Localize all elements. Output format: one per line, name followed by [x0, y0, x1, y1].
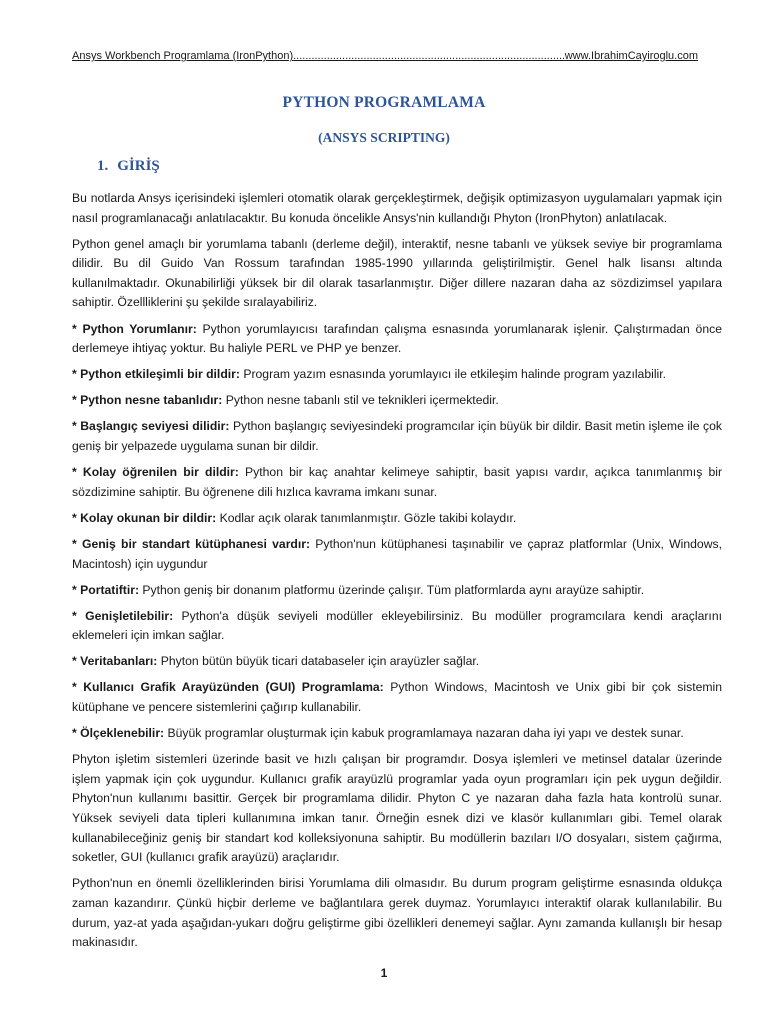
feature-item	[72, 724, 722, 744]
feature-item	[72, 391, 722, 411]
feature-text: Python yorumlayıcısı tarafından çalışma esnasında yorumlanarak işlenir. Çalıştırmadan önce derlemeye ihtiyaç yoktur. Bu haliyle PERL ve PHP ye benzer.	[72, 321, 722, 356]
feature-item	[72, 463, 722, 502]
feature-term: * Geniş bir standart kütüphanesi vardır:	[72, 536, 311, 551]
feature-item	[72, 365, 722, 385]
feature-text: Phyton bütün büyük ticari databaseler için arayüzler sağlar.	[157, 654, 480, 669]
feature-text: Kodlar açık olarak tanımlanmıştır. Gözle takibi kolaydır.	[216, 510, 517, 525]
feature-text: Python nesne tabanlı stil ve teknikleri içermektedir.	[222, 393, 499, 408]
intro-paragraph: Bu notlarda Ansys içerisindeki işlemleri otomatik olarak gerçekleştirmek, değişik optimizasyon uygulamaları yapmak için nasıl programlanacağı anlatılacaktır. Bu konuda öncelikle Ansys'nin kullandığı Phyton (IronPhyton) anlatılacak.	[72, 191, 722, 225]
feature-text: Büyük programlar oluşturmak için kabuk programlamaya nazaran daha iyi yapı ve destek sunar.	[164, 726, 684, 741]
section-number: 1.	[97, 158, 109, 174]
feature-item	[72, 607, 722, 646]
header-leader-dots	[293, 50, 565, 62]
document-subtitle: (ANSYS SCRIPTING)	[318, 130, 450, 145]
feature-term: * Kullanıcı Grafik Arayüzünden (GUI) Programlama:	[72, 680, 384, 695]
feature-term: * Veritabanları:	[72, 654, 158, 669]
feature-term: * Ölçeklenebilir:	[72, 726, 165, 741]
feature-text: Program yazım esnasında yorumlayıcı ile etkileşim halinde program yazılabilir.	[239, 367, 667, 382]
header-title: Ansys Workbench Programlama (IronPython)	[72, 50, 294, 62]
feature-item	[72, 652, 722, 672]
feature-term: * Portatiftir:	[72, 582, 140, 597]
feature-item	[72, 417, 722, 456]
feature-item	[72, 509, 722, 529]
running-header	[72, 50, 698, 62]
header-website: www.IbrahimCayiroglu.com	[564, 50, 698, 62]
intro-paragraph: Python genel amaçlı bir yorumlama tabanlı (derleme değil), interaktif, nesne tabanlı ve yüksek seviye bir programlama dilidir. Bu dil Guido Van Rossum tarafından 1985-1990 yıllarında geliştirilmiştir. Genel halk lisansı altında kullanılmaktadır. Okunabilirliği yüksek bir dil olarak tasarlanmıştır. Diğer dillere nazaran daha az sözdizimsel yapılara sahiptir. Özellliklerini şu şekilde sıralayabiliriz.	[72, 236, 722, 310]
section-heading	[97, 158, 160, 175]
feature-term: * Python Yorumlanır:	[72, 321, 197, 336]
document-title: PYTHON PROGRAMLAMA	[282, 94, 486, 111]
feature-text: Python Windows, Macintosh ve Unix gibi bir çok sistemin kütüphane ve pencere sistemlerini çağırıp kullanabilir.	[72, 680, 722, 715]
closing-paragraph: Phyton işletim sistemleri üzerinde basit ve hızlı çalışan bir programdır. Dosya işlemleri ve metinsel datalar üzerinde işlem yapmak için çok uygundur. Kullanıcı grafik arayüzlü programlar yada oyun programları için pek uygun değildir. Phyton'nun kullanımı basittir. Gerçek bir programlama dilidir. Phyton C ye nazaran daha fazla hata kontrolü sunar. Yüksek seviyeli data tipleri kullanımına imkan tanır. Örneğin esnek dizi ve klasör kullanımları gibi. Temel olarak kullanabileceğiniz geniş bir standart kod kolleksiyonuna sahiptir. Bu modüllerin bazıları I/O dosyaları, sistem çağırma, soketler, GUI (kullanıcı grafik arayüzü) araçlarıdır.	[72, 752, 722, 865]
feature-text: Python'a düşük seviyeli modüller ekleyebilirsiniz. Bu modüller programcılara kendi araçlarını eklemeleri için imkan sağlar.	[72, 608, 722, 643]
feature-item	[72, 581, 722, 601]
page-number: 1	[380, 966, 388, 980]
feature-term: * Kolay okunan bir dildir:	[72, 510, 217, 525]
body-text	[72, 189, 722, 959]
feature-item	[72, 320, 722, 359]
feature-text: Python geniş bir donanım platformu üzerinde çalışır. Tüm platformlarda aynı arayüze sahiptir.	[139, 582, 645, 597]
closing-paragraph: Python'nun en önemli özelliklerinden birisi Yorumlama dili olmasıdır. Bu durum program geliştirme esnasında oldukça zaman kazandırır. Çünkü hiçbir derleme ve bağlantılara gerek duymaz. Yorumlayıcı interaktif olarak kullanılabilir. Bu durum, yaz-at yada aşağıdan-yukarı doğru geliştirme gibi özellikleri denemeyi sağlar. Aynı zamanda kullanışlı bir hesap makinasıdır.	[72, 876, 722, 950]
feature-item	[72, 678, 722, 717]
feature-term: * Genişletilebilir:	[72, 608, 174, 623]
feature-text: Python başlangıç seviyesindeki programcılar için büyük bir dildir. Basit metin işleme ile çok geniş bir yelpazede uygulama sunan bir dildir.	[72, 419, 722, 454]
feature-text: Python'nun kütüphanesi taşınabilir ve çapraz platformlar (Unix, Windows, Macintosh) için uygundur	[72, 536, 722, 571]
section-title: GİRİŞ	[117, 158, 160, 174]
feature-term: * Kolay öğrenilen bir dildir:	[72, 465, 239, 480]
feature-text: Python bir kaç anahtar kelimeye sahiptir, basit yapısı vardır, açıkca tanımlanmış bir sözdizimine sahiptir. Bu öğrenene dili hızlıca kavrama imkanı sunar.	[72, 465, 722, 499]
feature-item	[72, 535, 722, 574]
feature-term: * Python nesne tabanlıdır:	[72, 393, 223, 408]
feature-term: * Python etkileşimli bir dildir:	[72, 367, 240, 382]
feature-term: * Başlangıç seviyesi dilidir:	[72, 419, 230, 434]
